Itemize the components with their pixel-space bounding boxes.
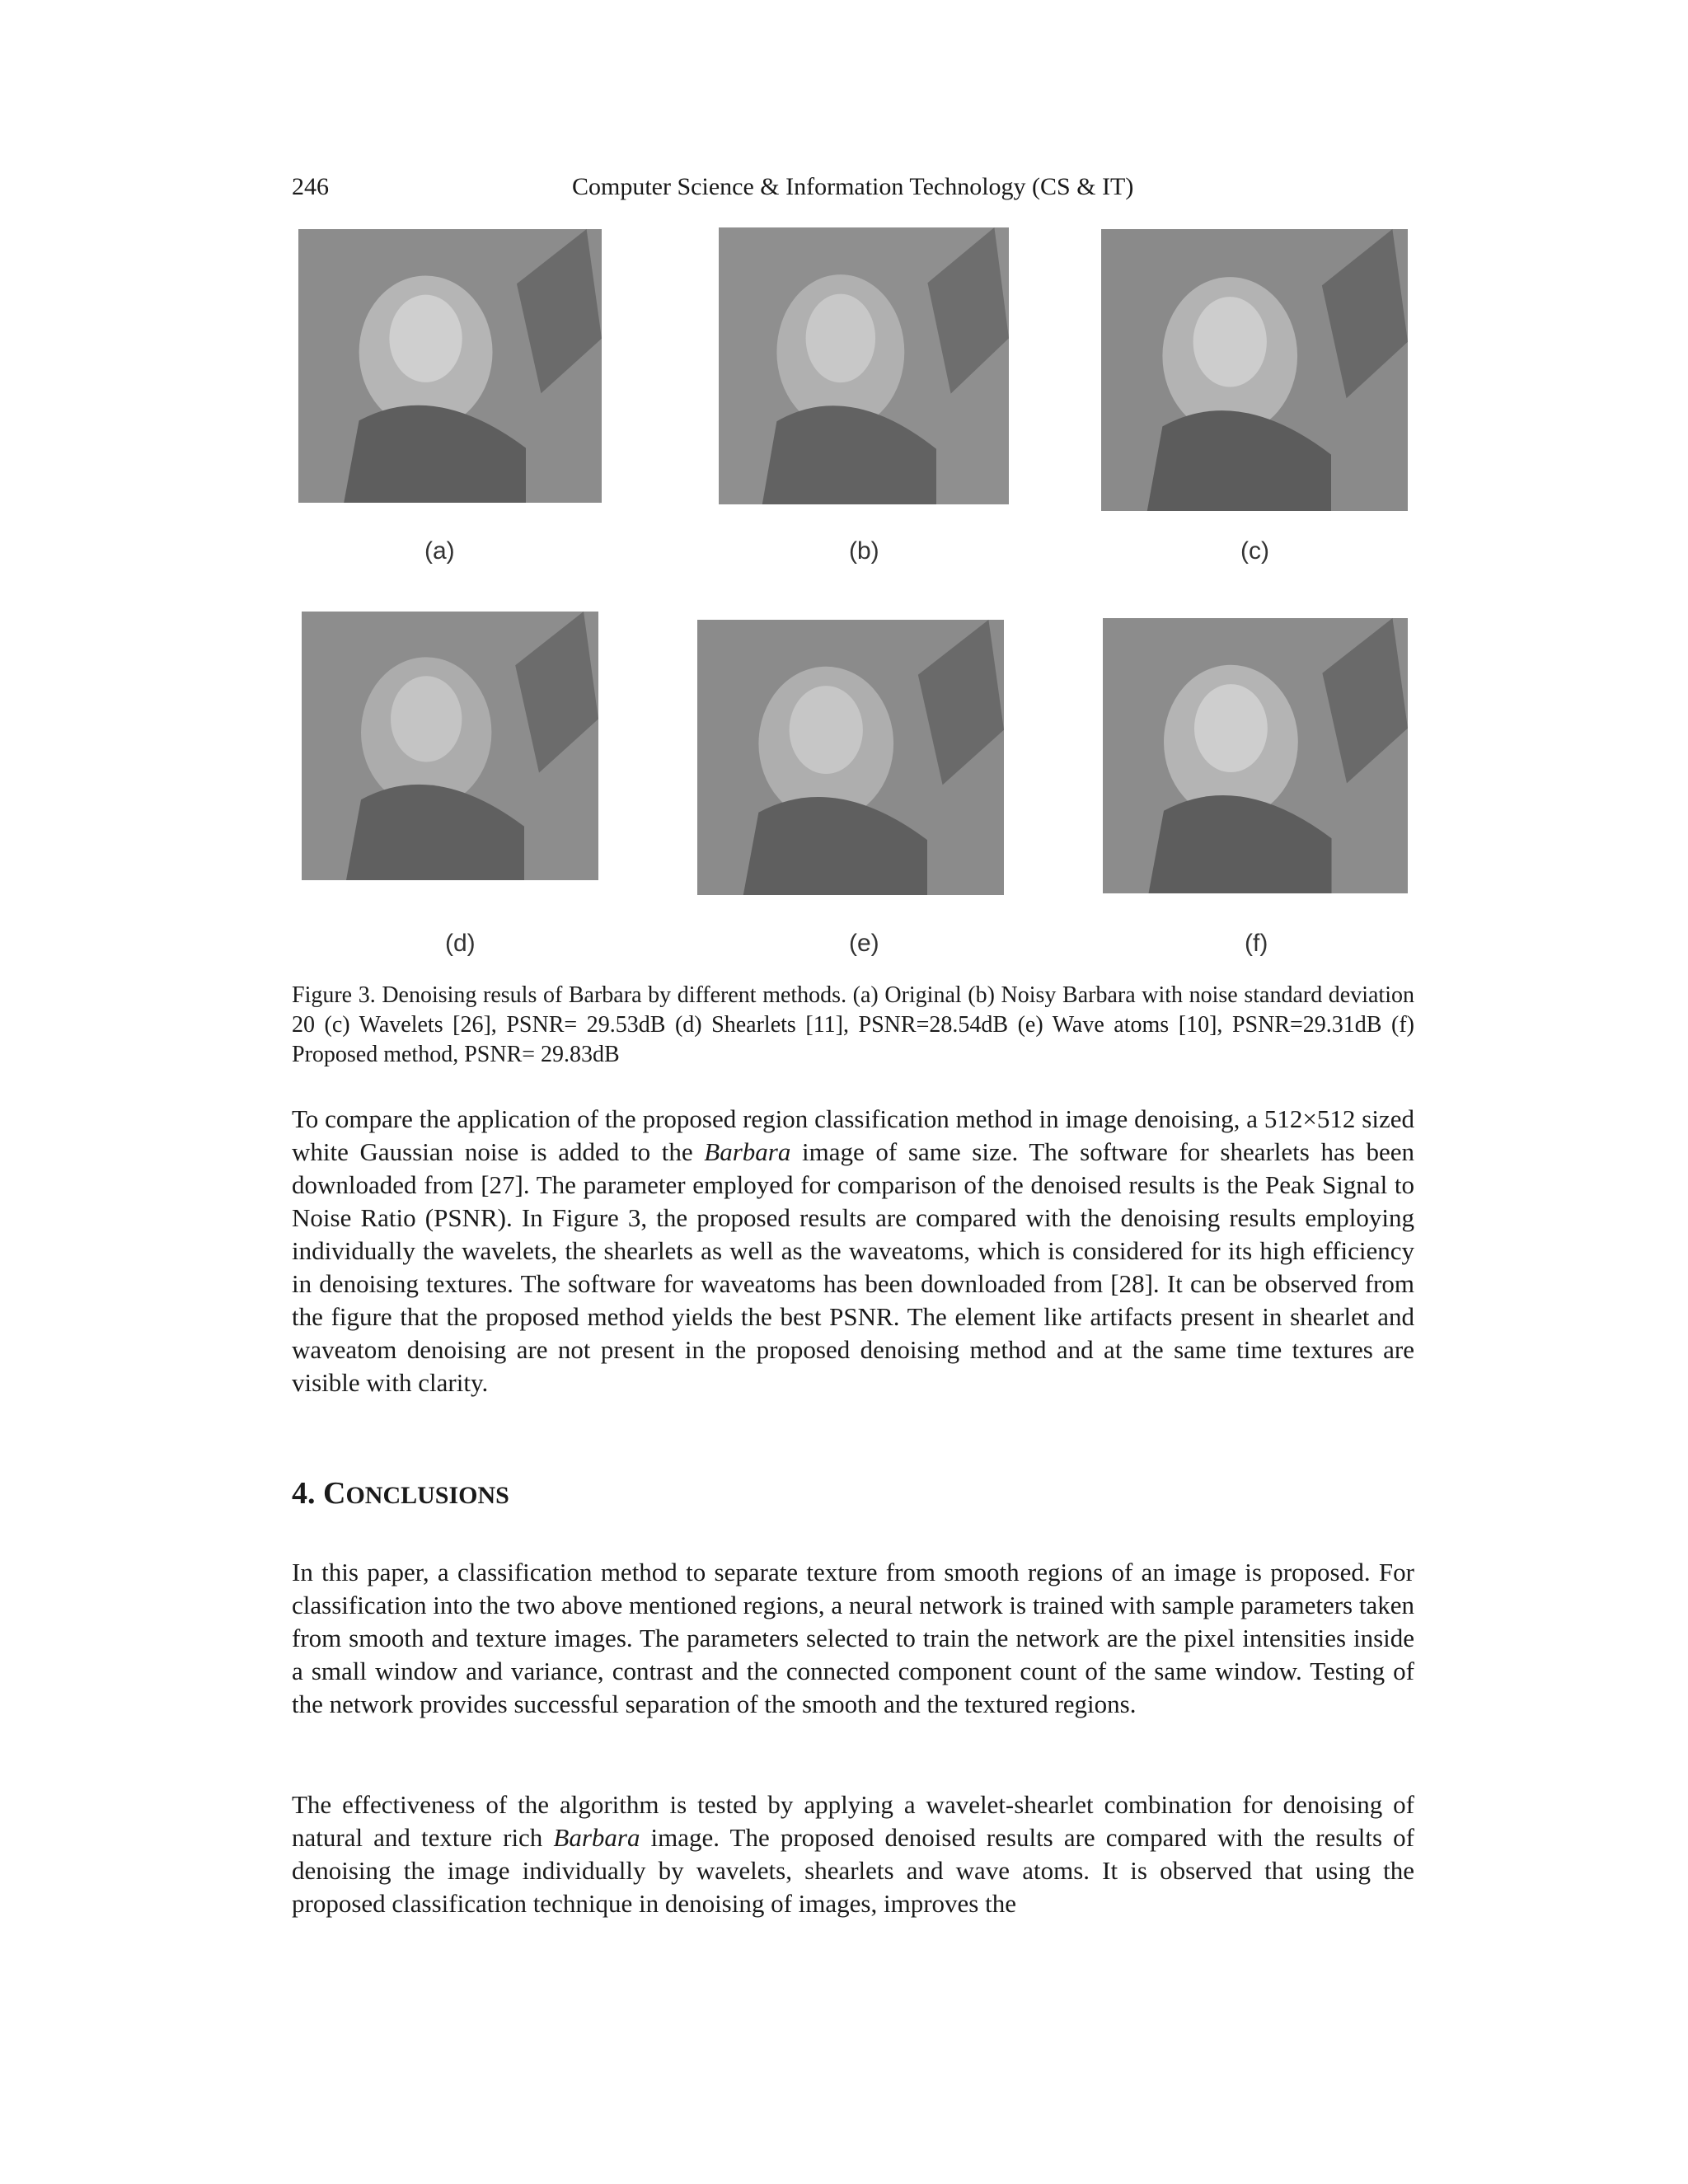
body-paragraph-1 xyxy=(292,1103,1414,1399)
figure-image-a xyxy=(298,229,602,503)
figure-image-d xyxy=(302,612,598,880)
section-title-rest: ONCLUSIONS xyxy=(345,1482,509,1509)
section-initial: C xyxy=(323,1476,346,1511)
running-title: Computer Science & Information Technology (CS & IT) xyxy=(572,173,1134,200)
figure-image-f xyxy=(1103,618,1408,893)
figure-image-b xyxy=(719,227,1009,504)
page-header xyxy=(292,173,1414,206)
subfigure-label-c: (c) xyxy=(1240,537,1269,565)
para1-text-b: image of same size. The software for shearlets has been downloaded from [27]. The parameter employed for comparison of the denoised results is the Peak Signal to Noise Ratio (PSNR). In Figure 3, the proposed results are compared with the denoising results employing individually the wavelets, the shearlets as well as the waveatoms, which is considered for its high efficiency in denoising textures. The software for waveatoms has been downloaded from [28]. It can be observed from the figure that the proposed method yields the best PSNR. The element like artifacts present in shearlet and waveatom denoising are not present in the proposed denoising method and at the same time textures are visible with clarity. xyxy=(292,1137,1415,1397)
para1-emphasis: Barbara xyxy=(704,1137,791,1166)
section-heading-conclusions xyxy=(292,1475,509,1511)
figure-image-c xyxy=(1101,229,1408,511)
figure-caption: Figure 3. Denoising resuls of Barbara by different methods. (a) Original (b) Noisy Barbara with noise standard deviation 20 (c) Wavelets [26], PSNR= 29.53dB (d) Shearlets [11], PSNR=28.54dB (e) Wave atoms [10], PSNR=29.31dB (f) Proposed method, PSNR= 29.83dB xyxy=(292,982,1414,1067)
section-number: 4. xyxy=(292,1476,323,1511)
figure-image-e xyxy=(697,620,1004,895)
para3-text-a: The effectiveness of the algorithm is tested by applying a wavelet-shearlet combination for denoising of natural and texture rich xyxy=(292,1790,1414,1852)
subfigure-label-e: (e) xyxy=(849,930,879,957)
subfigure-label-b: (b) xyxy=(849,537,879,565)
body-paragraph-3 xyxy=(292,1788,1414,1920)
para3-text-b: image. The proposed denoised results are compared with the results of denoising the image individually by wavelets, shearlets and wave atoms. It is observed that using the proposed classification technique in denoising of images, improves the xyxy=(292,1823,1414,1918)
para1-text-a: To compare the application of the proposed region classification method in image denoising, a 512×512 sized white Gaussian noise is added to the xyxy=(292,1104,1414,1166)
para3-emphasis: Barbara xyxy=(553,1823,640,1852)
page-number: 246 xyxy=(292,173,329,200)
body-paragraph-2: In this paper, a classification method to separate texture from smooth regions of an image is proposed. For classification into the two above mentioned regions, a neural network is trained with sample parameters taken from smooth and texture images. The parameters selected to train the network are the pixel intensities inside a small window and variance, contrast and the connected component count of the same window. Testing of the network provides successful separation of the smooth and the textured regions. xyxy=(292,1558,1414,1718)
subfigure-label-f: (f) xyxy=(1245,930,1268,957)
subfigure-label-a: (a) xyxy=(424,537,455,565)
subfigure-label-d: (d) xyxy=(445,930,476,957)
